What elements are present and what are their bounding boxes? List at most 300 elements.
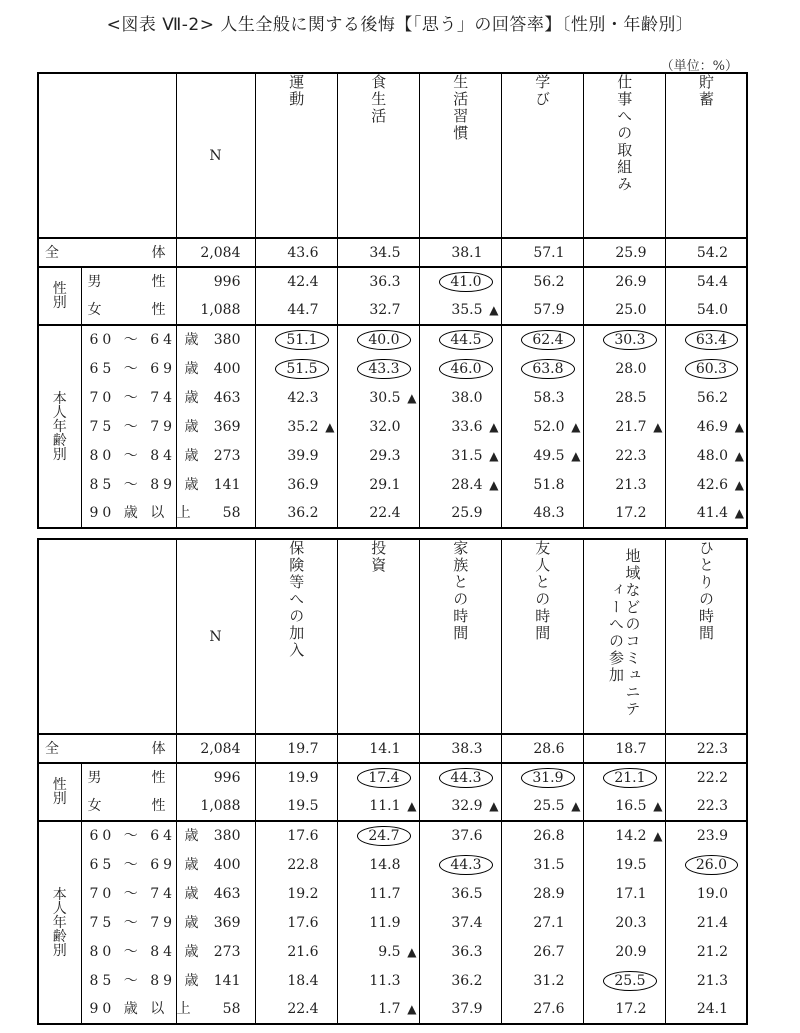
total-label-char: 全 [45,244,59,261]
age-row [38,470,747,499]
value-cell [337,325,419,354]
n-header: N [176,73,255,238]
value-text: 35.5 [451,302,483,318]
value-cell [665,296,747,325]
value-text: 22.3 [696,798,728,814]
value-text: 36.2 [287,505,319,521]
value-cell [665,792,747,821]
value-cell [583,441,665,470]
age-row [38,325,747,354]
value-text: 26.9 [615,274,647,290]
value-text: 9.5 [378,943,401,960]
value-cell [419,763,501,792]
value-cell [337,792,419,821]
value-text: 37.9 [451,1001,483,1017]
value-text: 38.1 [451,244,483,261]
value-cell [255,354,337,383]
value-cell [501,937,583,966]
value-cell [665,966,747,995]
n-value: 463 [176,879,255,908]
value-cell [337,441,419,470]
value-cell [337,879,419,908]
triangle-marker: ▲ [489,303,499,317]
value-cell [501,734,583,763]
value-text: 14.8 [369,856,401,873]
value-text: 37.6 [451,828,483,844]
age-row [38,995,747,1024]
value-cell [665,850,747,879]
value-cell [665,734,747,763]
triangle-marker: ▲ [571,799,581,813]
value-text: 30.5 [369,389,401,406]
triangle-marker: ▲ [489,448,499,463]
gender-char: 性 [151,302,166,318]
gender-label [81,763,176,792]
n-value: 369 [176,412,255,441]
value-text: 22.3 [615,447,647,464]
value-text: 14.2 [615,828,647,844]
value-cell [501,879,583,908]
value-text: 56.2 [696,389,728,406]
value-cell [255,850,337,879]
value-cell [665,499,747,528]
circled-value: 17.4 [357,768,410,788]
value-cell [501,470,583,499]
value-text: 25.9 [451,505,483,521]
value-cell [419,995,501,1024]
value-cell [583,908,665,937]
column-header-text: 貯蓄 [697,74,715,108]
value-text: 21.6 [287,943,319,960]
value-text: 36.5 [451,885,483,902]
gender-row [38,792,747,821]
column-header [337,73,419,238]
value-cell [255,937,337,966]
value-text: 31.2 [533,972,565,989]
gender-label-text [82,303,176,317]
gender-label [81,267,176,296]
gender-row [38,267,747,296]
value-text: 42.6 [696,476,728,493]
group-char: 齢 [52,928,67,945]
value-text: 22.4 [287,1001,319,1017]
value-text: 43.6 [287,244,319,261]
group-char: 性 [52,281,67,297]
value-text: 34.5 [369,244,401,261]
value-cell [501,354,583,383]
value-cell [419,441,501,470]
value-cell [583,354,665,383]
value-cell [419,238,501,267]
value-cell [255,325,337,354]
value-cell [583,238,665,267]
gender-group-label [38,763,81,821]
value-text: 20.3 [615,914,647,931]
n-value: 996 [176,267,255,296]
value-cell [419,821,501,850]
value-text: 1.7 [378,1001,401,1017]
value-cell [419,908,501,937]
column-header-text: 仕事への取組み [615,74,634,193]
gender-label-text [82,275,176,289]
group-char: 性 [52,777,67,793]
column-header-text: 家族との時間 [451,540,470,642]
value-cell [255,238,337,267]
value-cell [665,354,747,383]
group-char: 本 [52,390,67,407]
column-header-text: 地域などのコミュニティーへの参加 [607,548,642,718]
value-text: 11.9 [369,914,401,931]
value-text: 57.1 [533,244,565,261]
circled-value: 51.5 [275,359,328,379]
value-text: 44.7 [287,302,319,318]
value-text: 52.0 [533,418,565,435]
value-text: 54.4 [696,274,728,290]
value-text: 21.2 [696,943,728,960]
value-cell [501,821,583,850]
value-text: 19.7 [287,740,319,757]
value-cell [583,267,665,296]
n-value: 141 [176,966,255,995]
n-value: 2,084 [176,734,255,763]
circled-value: 26.0 [685,855,738,875]
value-text: 37.4 [451,914,483,931]
circled-value: 31.9 [521,768,574,788]
value-cell [419,792,501,821]
value-text: 29.1 [369,476,401,493]
n-value: 58 [176,995,255,1024]
value-text: 58.3 [533,389,565,406]
age-row [38,499,747,528]
group-char: 別 [52,942,67,959]
value-cell [665,821,747,850]
age-row [38,354,747,383]
n-header: N [176,539,255,734]
age-label: 65 ～ 69 歳 [81,354,176,383]
value-cell [501,792,583,821]
n-value: 1,088 [176,296,255,325]
value-cell [665,908,747,937]
value-cell [255,821,337,850]
value-cell [583,966,665,995]
value-text: 22.2 [696,770,728,786]
value-cell [337,908,419,937]
circled-value: 43.3 [357,359,410,379]
value-cell [419,966,501,995]
value-cell [337,354,419,383]
value-cell [255,412,337,441]
column-header [665,73,747,238]
total-label-text [39,742,176,756]
n-value: 996 [176,763,255,792]
age-row [38,966,747,995]
n-value: 1,088 [176,792,255,821]
column-header-text: ひとりの時間 [697,540,715,642]
age-label: 80 ～ 84 歳 [81,441,176,470]
value-text: 22.8 [287,856,319,873]
value-text: 49.5 [533,447,565,464]
column-header [255,539,337,734]
column-header [419,73,501,238]
value-cell [501,441,583,470]
group-char: 本 [52,886,67,903]
value-text: 18.7 [615,740,647,757]
header-row [38,539,747,734]
value-text: 21.3 [696,972,728,989]
value-cell [337,966,419,995]
age-label: 85 ～ 89 歳 [81,470,176,499]
triangle-marker: ▲ [571,419,581,434]
value-cell [255,499,337,528]
age-row [38,383,747,412]
value-cell [255,966,337,995]
value-cell [337,412,419,441]
triangle-marker: ▲ [653,829,663,843]
value-cell [255,470,337,499]
value-text: 22.3 [696,740,728,757]
circled-value: 44.3 [439,768,492,788]
column-header [583,539,665,734]
value-text: 54.0 [696,302,728,318]
value-cell [337,383,419,412]
age-label: 80 ～ 84 歳 [81,937,176,966]
age-row [38,821,747,850]
value-cell [337,734,419,763]
n-value: 273 [176,441,255,470]
gender-row [38,763,747,792]
value-cell [337,267,419,296]
age-label: 90 歳 以 上 [81,995,176,1024]
circled-value: 25.5 [603,971,656,991]
n-value: 380 [176,821,255,850]
triangle-marker: ▲ [489,477,499,492]
column-header [501,73,583,238]
value-cell [419,325,501,354]
value-text: 28.4 [451,476,483,493]
triangle-marker: ▲ [489,799,499,813]
value-cell [419,296,501,325]
value-text: 21.4 [696,914,728,931]
unit-label: （単位：%） [660,59,738,74]
age-group-label [38,821,81,1024]
value-text: 32.7 [369,302,401,318]
value-text: 19.5 [287,798,319,814]
value-text: 27.6 [533,1001,565,1017]
value-text: 24.1 [696,1001,728,1017]
regret-table-1 [37,72,748,529]
column-header [665,539,747,734]
value-cell [419,470,501,499]
value-text: 16.5 [615,798,647,814]
gender-row [38,296,747,325]
value-cell [337,296,419,325]
gender-label-text [82,799,176,813]
value-text: 17.2 [615,505,647,521]
gender-char: 女 [87,302,102,318]
age-label: 70 ～ 74 歳 [81,879,176,908]
age-label: 60 ～ 64 歳 [81,325,176,354]
value-text: 22.4 [369,505,401,521]
value-text: 19.0 [696,885,728,902]
total-row [38,734,747,763]
value-text: 36.9 [287,476,319,493]
circled-value: 21.1 [603,768,656,788]
value-cell [337,470,419,499]
value-cell [583,383,665,412]
column-header [337,539,419,734]
header-blank [38,73,176,238]
circled-value: 60.3 [685,359,738,379]
value-cell [665,763,747,792]
column-header-text: 運動 [287,74,306,108]
gender-label-text [82,771,176,785]
value-text: 33.6 [451,418,483,435]
value-text: 54.2 [696,244,728,261]
value-cell [583,325,665,354]
value-text: 48.3 [533,505,565,521]
header-blank [38,539,176,734]
total-label-char: 体 [151,740,166,757]
value-cell [255,763,337,792]
value-cell [255,734,337,763]
triangle-marker: ▲ [407,799,417,813]
triangle-marker: ▲ [407,944,417,959]
n-value: 58 [176,499,255,528]
column-header [501,539,583,734]
value-cell [665,995,747,1024]
value-text: 25.5 [533,798,565,814]
value-text: 36.2 [451,972,483,989]
total-label-char: 全 [45,740,59,757]
value-cell [501,966,583,995]
n-value: 400 [176,850,255,879]
circled-value: 51.1 [275,330,328,350]
circled-value: 63.4 [685,330,738,350]
value-cell [255,267,337,296]
value-text: 17.1 [615,885,647,902]
value-cell [583,296,665,325]
age-row [38,441,747,470]
value-cell [583,879,665,908]
value-cell [419,354,501,383]
value-text: 11.3 [369,972,401,989]
value-text: 11.7 [369,885,401,902]
age-label: 75 ～ 79 歳 [81,412,176,441]
value-text: 41.4 [696,505,728,521]
value-text: 51.8 [533,476,565,493]
value-text: 11.1 [369,798,401,814]
value-cell [665,267,747,296]
value-text: 39.9 [287,447,319,464]
value-cell [501,296,583,325]
n-value: 380 [176,325,255,354]
value-cell [665,383,747,412]
value-cell [583,937,665,966]
age-label: 65 ～ 69 歳 [81,850,176,879]
value-text: 28.9 [533,885,565,902]
gender-char: 性 [151,770,166,786]
value-text: 19.2 [287,885,319,902]
value-cell [255,792,337,821]
circled-value: 46.0 [439,359,492,379]
value-text: 25.0 [615,302,647,318]
total-label-text [39,246,176,260]
value-cell [583,470,665,499]
circled-value: 44.3 [439,855,492,875]
value-cell [337,995,419,1024]
gender-char: 性 [151,798,166,814]
value-text: 17.2 [615,1001,647,1017]
triangle-marker: ▲ [734,448,744,463]
circled-value: 30.3 [603,330,656,350]
value-cell [255,383,337,412]
gender-label [81,792,176,821]
value-text: 28.0 [615,360,647,377]
value-text: 21.3 [615,476,647,493]
value-text: 21.7 [615,418,647,435]
value-cell [501,908,583,937]
age-row [38,879,747,908]
age-row [38,908,747,937]
triangle-marker: ▲ [407,390,417,405]
triangle-marker: ▲ [653,799,663,813]
value-text: 14.1 [369,740,401,757]
value-text: 17.6 [287,828,319,844]
total-label [38,238,176,267]
column-header-text: 食生活 [369,74,388,125]
value-cell [501,267,583,296]
value-cell [337,763,419,792]
value-cell [501,763,583,792]
value-text: 28.6 [533,740,565,757]
triangle-marker: ▲ [734,419,744,434]
value-cell [583,763,665,792]
gender-char: 性 [151,274,166,290]
value-text: 26.8 [533,828,565,844]
triangle-marker: ▲ [489,419,499,434]
value-text: 42.3 [287,389,319,406]
age-row [38,412,747,441]
gender-label [81,296,176,325]
value-cell [419,267,501,296]
value-cell [337,850,419,879]
value-cell [665,412,747,441]
value-text: 57.9 [533,302,565,318]
value-cell [501,325,583,354]
value-cell [501,238,583,267]
value-text: 27.1 [533,914,565,931]
n-value: 2,084 [176,238,255,267]
value-cell [665,325,747,354]
regret-table-2 [37,538,748,1025]
value-cell [419,412,501,441]
group-char: 人 [52,900,67,917]
group-char: 別 [52,295,67,311]
circled-value: 24.7 [357,826,410,846]
group-char: 齢 [52,432,67,449]
triangle-marker: ▲ [734,506,744,520]
value-cell [501,995,583,1024]
value-cell [255,879,337,908]
group-char: 別 [52,791,67,807]
circled-value: 44.5 [439,330,492,350]
n-value: 273 [176,937,255,966]
value-text: 36.3 [451,943,483,960]
circled-value: 40.0 [357,330,410,350]
circled-value: 62.4 [521,330,574,350]
age-row [38,937,747,966]
value-text: 38.3 [451,740,483,757]
